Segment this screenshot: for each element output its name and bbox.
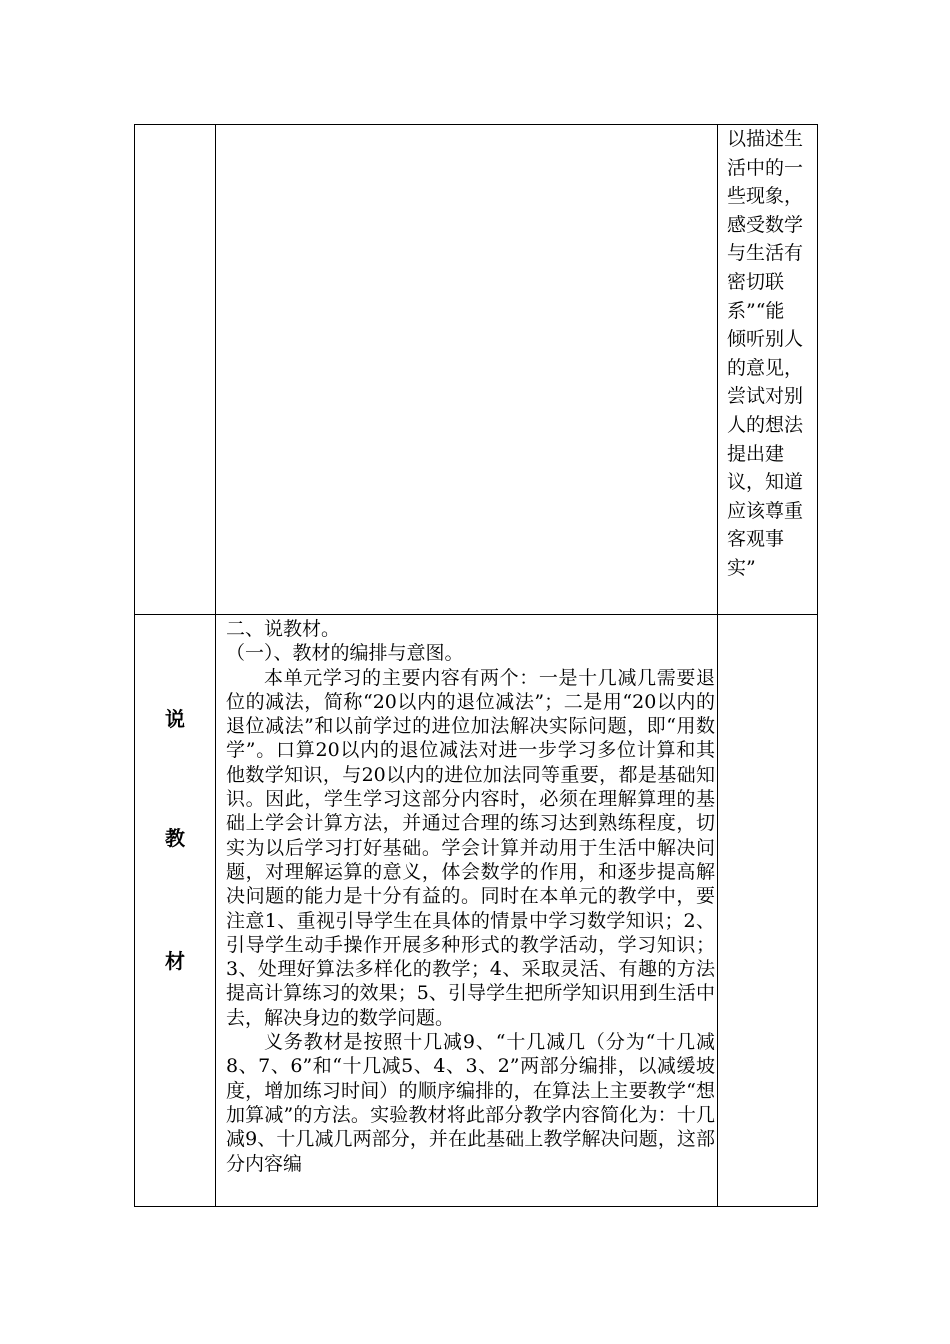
note-line: 应该尊重 [727, 499, 804, 522]
note-line: 系”“能 [727, 299, 785, 322]
section-label-char: 说 [165, 707, 185, 731]
note-line: 密切联 [727, 270, 785, 293]
label-cell-empty [135, 125, 216, 615]
section-label-char: 材 [165, 949, 185, 973]
body-paragraph: 义务教材是按照十几减9、“十几减几（分为“十几减8、7、6”和“十几减5、4、3、2”两部分编排，以减缓坡度，增加练习时间）的顺序编排的，在算法上主要教学“想加算减”的方法。实验教材将此部分教学内容简化为：十几减9、十几减几两部分，并在此基础上教学解决问题，这部分内容编 [226, 1031, 715, 1175]
section-heading: 二、说教材。 [226, 618, 341, 640]
content-cell [216, 615, 718, 1207]
section-label-char: 教 [165, 826, 185, 850]
note-line: 客观事 [727, 528, 785, 551]
content-cell-empty [216, 125, 718, 615]
note-line: 感受数学 [727, 213, 804, 236]
lesson-table [134, 124, 818, 1207]
note-line: 议，知道 [727, 471, 804, 494]
table-row [135, 125, 818, 615]
note-cell-empty [718, 615, 818, 1207]
note-line: 活中的一 [727, 156, 804, 179]
note-cell [718, 125, 818, 615]
note-line: 以描述生 [727, 128, 804, 150]
note-line: 提出建 [727, 442, 785, 465]
body-paragraph: 本单元学习的主要内容有两个：一是十几减几需要退位的减法，简称“20以内的退位减法”；二是用“20以内的退位减法”和以前学过的进位加法解决实际问题，即“用数学”。口算20以内的退位减法对进一步学习多位计算和其他数学知识，与20以内的进位加法同等重要，都是基础知识。因此，学生学习这部分内容时，必须在理解算理的基础上学会计算方法，并通过合理的练习达到熟练程度，切实为以后学习打好基础。学会计算并动用于生活中解决问题，对理解运算的意义，体会数学的作用，和逐步提高解决问题的能力是十分有益的。同时在本单元的教学中，要注意1、重视引导学生在具体的情景中学习数学知识；2、引导学生动手操作开展多种形式的教学活动，学习知识；3、处理好算法多样化的教学；4、采取灵活、有趣的方法提高计算练习的效果；5、引导学生把所学知识用到生活中去，解决身边的数学问题。 [226, 666, 715, 1029]
note-line: 倾听别人 [727, 328, 804, 351]
table-row [135, 615, 818, 1207]
note-line: 的意见， [727, 356, 804, 379]
section-subheading: （一）、教材的编排与意图。 [226, 642, 464, 665]
note-line: 些现象， [727, 185, 804, 208]
note-line: 人的想法 [727, 413, 804, 436]
note-line: 实” [727, 556, 756, 579]
section-label-cell [135, 615, 216, 1207]
note-line: 与生活有 [727, 242, 804, 265]
note-line: 尝试对别 [727, 385, 804, 408]
